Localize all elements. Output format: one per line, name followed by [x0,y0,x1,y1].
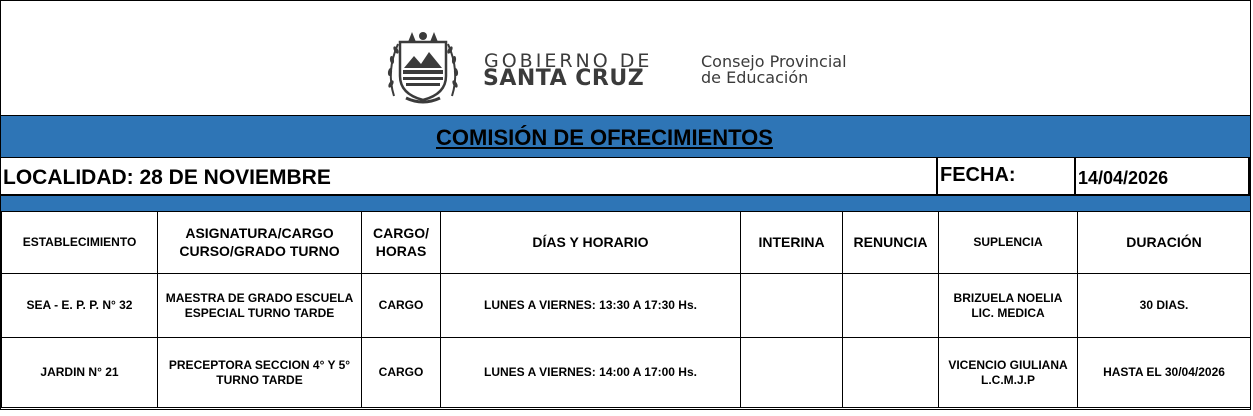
cell-interina [741,338,843,408]
cell-cargo: CARGO [362,338,441,408]
col-header-interina: INTERINA [741,212,843,274]
col-header-asignatura: ASIGNATURA/CARGO CURSO/GRADO TURNO [158,212,362,274]
cell-renuncia [843,274,939,338]
date-label: FECHA: [940,164,1016,186]
col-header-establecimiento: ESTABLECIMIENTO [2,212,158,274]
council-name-line2: de Educación [701,68,809,87]
cell-dias: LUNES A VIERNES: 14:00 A 17:00 Hs. [441,338,741,408]
offers-table [1,211,1251,408]
cell-suplencia: BRIZUELA NOELIA LIC. MEDICA [939,274,1078,338]
divider [936,158,938,196]
cell-suplencia: VICENCIO GIULIANA L.C.M.J.P [939,338,1078,408]
cell-dias: LUNES A VIERNES: 13:30 A 17:30 Hs. [441,274,741,338]
government-name-line2: SANTA CRUZ [483,66,645,91]
date-value: 14/04/2026 [1078,168,1169,188]
cell-asignatura: PRECEPTORA SECCION 4° Y 5° TURNO TARDE [158,338,362,408]
table-header-row [2,212,1251,274]
council-name-line1: Consejo Provincial [701,52,847,71]
locality-label: LOCALIDAD: 28 DE NOVIEMBRE [3,166,331,189]
document-title: COMISIÓN DE OFRECIMIENTOS [436,125,773,150]
table-row [2,338,1251,408]
col-header-dias: DÍAS Y HORARIO [441,212,741,274]
separator-band [1,196,1250,211]
cell-establecimiento: JARDIN N° 21 [2,338,158,408]
santa-cruz-seal-icon [384,26,462,106]
cell-duracion: 30 DIAS. [1078,274,1251,338]
col-header-suplencia: SUPLENCIA [939,212,1078,274]
cell-cargo: CARGO [362,274,441,338]
table-row [2,274,1251,338]
col-header-duracion: DURACIÓN [1078,212,1251,274]
divider [1074,158,1076,196]
cell-asignatura: MAESTRA DE GRADO ESCUELA ESPECIAL TURNO TARDE [158,274,362,338]
col-header-renuncia: RENUNCIA [843,212,939,274]
government-name-line1: GOBIERNO DE [484,50,653,72]
cell-establecimiento: SEA - E. P. P. N° 32 [2,274,158,338]
col-header-cargo: CARGO/ HORAS [362,212,441,274]
cell-interina [741,274,843,338]
cell-renuncia [843,338,939,408]
cell-duracion: HASTA EL 30/04/2026 [1078,338,1251,408]
